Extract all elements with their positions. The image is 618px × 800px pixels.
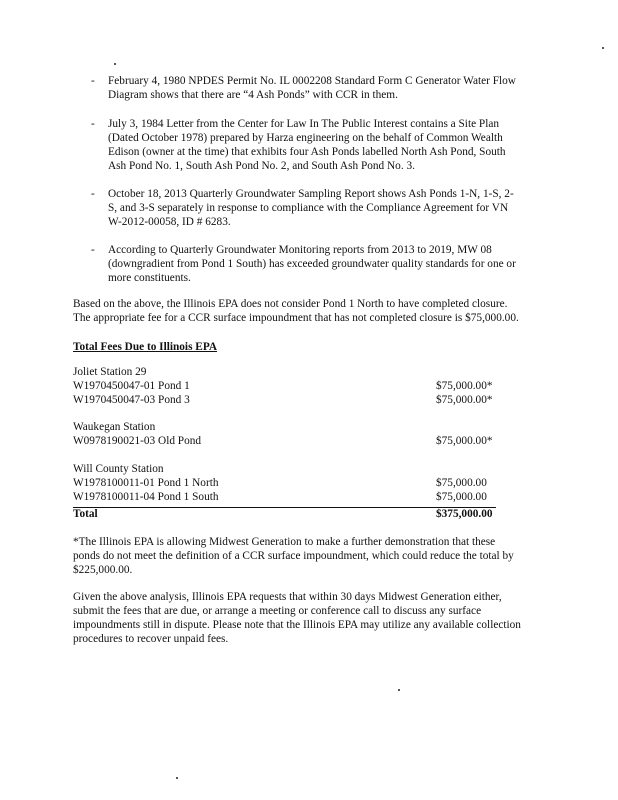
- scan-speck: [176, 777, 178, 779]
- fee-amount: $75,000.00*: [436, 394, 493, 406]
- text-line: S, and 3-S separately in response to compliance with the Compliance Agreement for VN: [108, 202, 509, 214]
- text-line: The appropriate fee for a CCR surface impoundment that has not completed closure is $75,000.00.: [73, 312, 519, 324]
- station-heading-will-county: [73, 462, 495, 476]
- text-line: October 18, 2013 Quarterly Groundwater Sampling Report shows Ash Ponds 1-N, 1-S, 2-: [108, 188, 514, 200]
- pond-id: W1970450047-03 Pond 3: [73, 394, 190, 406]
- bullet-dash: -: [91, 244, 95, 256]
- scan-speck: [602, 47, 604, 49]
- conclusion-paragraph: [73, 297, 548, 325]
- bullet-item-groundwater-sampling: [108, 187, 548, 229]
- text-line: impoundments still in dispute. Please note that the Illinois EPA may utilize any available collection: [73, 619, 521, 631]
- bullet-item-groundwater-monitoring: [108, 243, 548, 285]
- station-heading-waukegan: [73, 420, 495, 434]
- text-line: July 3, 1984 Letter from the Center for Law In The Public Interest contains a Site Plan: [108, 118, 500, 130]
- fee-amount: $75,000.00: [436, 491, 487, 503]
- pond-id: W0978190021-03 Old Pond: [73, 435, 202, 447]
- station-name: Waukegan Station: [73, 421, 156, 433]
- footnote-paragraph: [73, 535, 548, 577]
- bullet-dash: -: [91, 188, 95, 200]
- text-line: February 4, 1980 NPDES Permit No. IL 0002208 Standard Form C Generator Water Flow: [108, 75, 516, 87]
- station-name: Will County Station: [73, 463, 164, 475]
- scan-speck: [398, 689, 400, 691]
- pond-id: W1978100011-01 Pond 1 North: [73, 477, 219, 489]
- text-line: W-2012-00058, ID # 6283.: [108, 216, 231, 228]
- total-label: Total: [73, 508, 98, 520]
- text-line: Given the above analysis, Illinois EPA requests that within 30 days Midwest Generation either,: [73, 591, 502, 603]
- scan-speck: [114, 63, 116, 65]
- bullet-item-npdes-permit: [108, 74, 548, 102]
- bullet-dash: -: [91, 75, 95, 87]
- total-amount: $375,000.00: [436, 508, 493, 520]
- fee-row: [73, 393, 495, 407]
- pond-id: W1978100011-04 Pond 1 South: [73, 491, 219, 503]
- text-line: Based on the above, the Illinois EPA does not consider Pond 1 North to have completed closure.: [73, 298, 508, 310]
- fees-heading: Total Fees Due to Illinois EPA: [73, 341, 218, 353]
- bullet-dash: -: [91, 118, 95, 130]
- text-line: more constituents.: [108, 272, 191, 284]
- text-line: Diagram shows that there are “4 Ash Ponds” with CCR in them.: [108, 89, 398, 101]
- fee-row: [73, 490, 495, 504]
- fee-row: [73, 434, 495, 448]
- request-paragraph: [73, 590, 548, 646]
- text-line: (Dated October 1978) prepared by Harza engineering on the behalf of Common Wealth: [108, 132, 503, 144]
- total-row: [73, 507, 495, 521]
- text-line: ponds do not meet the definition of a CCR surface impoundment, which could reduce the total by: [73, 550, 514, 562]
- text-line: Edison (owner at the time) that exhibits four Ash Ponds labelled North Ash Pond, South: [108, 146, 506, 158]
- text-line: Ash Pond No. 1, South Ash Pond No. 2, and South Ash Pond No. 3.: [108, 160, 415, 172]
- fee-row: [73, 379, 495, 393]
- text-line: submit the fees that are due, or arrange a meeting or conference call to discuss any surface: [73, 605, 482, 617]
- bullet-item-site-plan-letter: [108, 117, 548, 173]
- fee-amount: $75,000.00: [436, 477, 487, 489]
- station-heading-joliet: [73, 365, 495, 379]
- text-line: According to Quarterly Groundwater Monitoring reports from 2013 to 2019, MW 08: [108, 244, 492, 256]
- text-line: $225,000.00.: [73, 564, 133, 576]
- text-line: procedures to recover unpaid fees.: [73, 633, 229, 645]
- fee-amount: $75,000.00*: [436, 435, 493, 447]
- text-line: (downgradient from Pond 1 South) has exceeded groundwater quality standards for one or: [108, 258, 516, 270]
- station-name: Joliet Station 29: [73, 366, 147, 378]
- pond-id: W1970450047-01 Pond 1: [73, 380, 190, 392]
- fee-amount: $75,000.00*: [436, 380, 493, 392]
- text-line: *The Illinois EPA is allowing Midwest Generation to make a further demonstration that these: [73, 536, 496, 548]
- fee-row: [73, 476, 495, 490]
